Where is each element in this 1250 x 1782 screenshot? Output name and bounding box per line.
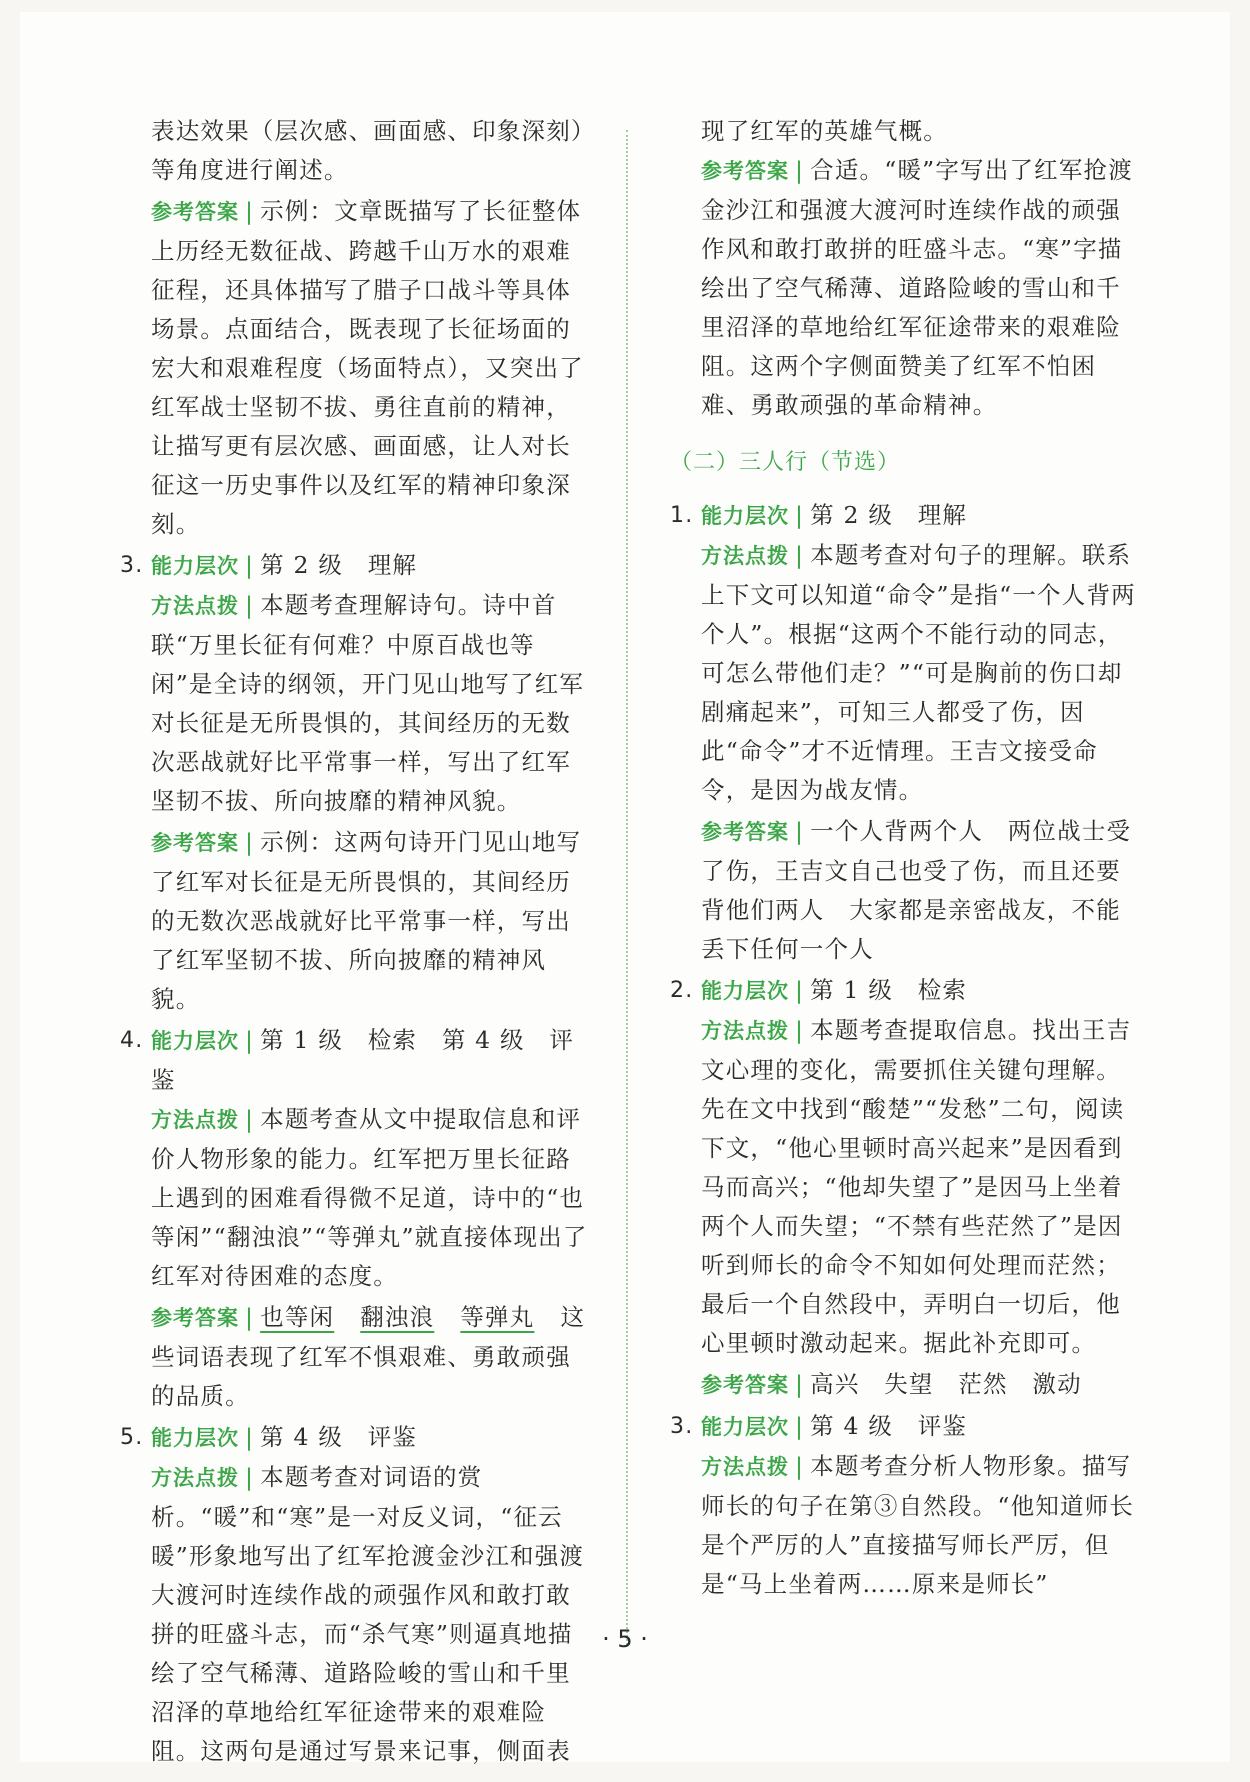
answer-block: [670, 151, 1140, 425]
method-label: 方法点拨: [701, 1019, 789, 1043]
method-label: 方法点拨: [701, 1455, 789, 1479]
separator: |: [245, 828, 255, 856]
answer-label: 参考答案: [701, 159, 789, 183]
answer-text: 高兴 失望 茫然 激动: [810, 1370, 1082, 1398]
separator: |: [245, 1105, 255, 1133]
separator: |: [795, 976, 805, 1004]
question-number: 5.: [120, 1425, 144, 1450]
method-label: 方法点拨: [151, 1466, 239, 1490]
question-number: 3.: [670, 1414, 694, 1439]
answer-text: 一个人背两个人 两位战士受了伤，王吉文自己也受了伤，而且还要背他们两人 大家都是亲密战友，不能丢下任何一个人: [701, 817, 1132, 963]
question-1: [670, 496, 1140, 971]
separator: |: [245, 197, 255, 225]
level-text: 第 1 级 检索 第 4 级 评鉴: [151, 1026, 575, 1094]
question-number: 2.: [670, 978, 694, 1003]
right-column: [670, 112, 1140, 1604]
level-text: 第 2 级 理解: [260, 551, 418, 579]
question-5: [120, 1418, 590, 1771]
question-4: [120, 1021, 590, 1418]
method-label: 方法点拨: [151, 594, 239, 618]
separator: |: [245, 591, 255, 619]
separator: |: [795, 817, 805, 845]
answer-word: 也等闲: [260, 1303, 335, 1331]
column-divider: [626, 130, 628, 1645]
continued-text: 现了红军的英雄气概。: [701, 117, 948, 145]
answer-label: 参考答案: [151, 200, 239, 224]
separator: |: [245, 1463, 255, 1491]
separator: |: [795, 501, 805, 529]
answer-text: 这些词语表现了红军不惧艰难、勇敢顽强的品质。: [151, 1303, 586, 1410]
separator: |: [795, 541, 805, 569]
answer-block: [120, 192, 590, 544]
level-text: 第 4 级 评鉴: [260, 1423, 418, 1451]
level-label: 能力层次: [701, 1415, 789, 1439]
separator: |: [245, 551, 255, 579]
answer-label: 参考答案: [701, 820, 789, 844]
answer-label: 参考答案: [151, 1306, 239, 1330]
question-number: 4.: [120, 1028, 144, 1053]
separator: |: [795, 1016, 805, 1044]
level-text: 第 1 级 检索: [810, 976, 968, 1004]
method-label: 方法点拨: [701, 544, 789, 568]
question-3: [120, 546, 590, 1021]
separator: |: [795, 156, 805, 184]
continued-text-line: 表达效果（层次感、画面感、印象深刻）: [151, 117, 596, 145]
separator: |: [245, 1423, 255, 1451]
separator: |: [795, 1412, 805, 1440]
method-text: 本题考查对词语的赏析。“暖”和“寒”是一对反义词，“征云暖”形象地写出了红军抢渡金沙江和强渡大渡河时连续作战的顽强作风和敢打敢拼的旺盛斗志，而“杀气寒”则逼真地描绘了空气稀薄、道路险峻的雪山和千里沼泽的草地给红军征途带来的艰难险阻。这两句是通过写景来记事，侧面表: [151, 1463, 585, 1765]
answer-label: 参考答案: [701, 1373, 789, 1397]
level-label: 能力层次: [151, 1426, 239, 1450]
level-text: 第 2 级 理解: [810, 501, 968, 529]
answer-word: 等弹丸: [460, 1303, 535, 1331]
question-2: [670, 971, 1140, 1407]
separator: |: [245, 1303, 255, 1331]
question-number: 3.: [120, 553, 144, 578]
separator: |: [795, 1452, 805, 1480]
section-title: （二）三人行（节选）: [670, 450, 901, 475]
answer-text: 示例：文章既描写了长征整体上历经无数征战、跨越千山万水的艰难征程，还具体描写了腊子口战斗等具体场景。点面结合，既表现了长征场面的宏大和艰难程度（场面特点），又突出了红军战士坚韧不拔、勇往直前的精神，让描写更有层次感、画面感，让人对长征这一历史事件以及红军的精神印象深刻。: [151, 197, 584, 538]
left-column: [120, 112, 596, 1771]
level-label: 能力层次: [151, 1029, 239, 1053]
method-text: 本题考查分析人物形象。描写师长的句子在第③自然段。“他知道师长是个严厉的人”直接描写师长严厉，但是“马上坐着两……原来是师长”: [701, 1452, 1135, 1598]
method-text: 本题考查从文中提取信息和评价人物形象的能力。红军把万里长征路上遇到的困难看得微不足道，诗中的“也等闲”“翻浊浪”“等弹丸”就直接体现出了红军对待困难的态度。: [151, 1105, 588, 1290]
answer-text: 示例：这两句诗开门见山地写了红军对长征是无所畏惧的，其间经历的无数次恶战就好比平常事一样，写出了红军坚韧不拔、所向披靡的精神风貌。: [151, 828, 582, 1013]
method-text: 本题考查理解诗句。诗中首联“万里长征有何难？中原百战也等闲”是全诗的纲领，开门见山地写了红军对长征是无所畏惧的，其间经历的无数次恶战就好比平常事一样，写出了红军坚韧不拔、所向披靡的精神风貌。: [151, 591, 585, 815]
answer-text: 合适。“暖”字写出了红军抢渡金沙江和强渡大渡河时连续作战的顽强作风和敢打敢拼的旺盛斗志。“寒”字描绘出了空气稀薄、道路险峻的雪山和千里沼泽的草地给红军征途带来的艰难险阻。这两个字侧面赞美了红军不怕困难、勇敢顽强的革命精神。: [701, 156, 1133, 419]
page-number: · 5 ·: [602, 1625, 648, 1653]
method-text: 本题考查对句子的理解。联系上下文可以知道“命令”是指“一个人背两个人”。根据“这两个不能行动的同志，可怎么带他们走？”“可是胸前的伤口却剧痛起来”，可知三人都受了伤，因此“命令”才不近情理。王吉文接受命令，是因为战友情。: [701, 541, 1136, 804]
level-label: 能力层次: [701, 979, 789, 1003]
level-text: 第 4 级 评鉴: [810, 1412, 968, 1440]
level-label: 能力层次: [701, 504, 789, 528]
method-text: 本题考查提取信息。找出王吉文心理的变化，需要抓住关键句理解。先在文中找到“酸楚”“发愁”二句，阅读下文，“他心里顿时高兴起来”是因看到马而高兴；“他却失望了”是因马上坐着两个人而失望；“不禁有些茫然了”是因听到师长的命令不知如何处理而茫然；最后一个自然段中，弄明白一切后，他心里顿时激动起来。据此补充即可。: [701, 1016, 1132, 1357]
question-number: 1.: [670, 503, 694, 528]
method-label: 方法点拨: [151, 1108, 239, 1132]
answer-word: 翻浊浪: [360, 1303, 435, 1331]
separator: |: [245, 1026, 255, 1054]
separator: |: [795, 1370, 805, 1398]
continued-text-line: 等角度进行阐述。: [151, 156, 349, 184]
answer-label: 参考答案: [151, 831, 239, 855]
level-label: 能力层次: [151, 554, 239, 578]
question-3: [670, 1407, 1140, 1604]
